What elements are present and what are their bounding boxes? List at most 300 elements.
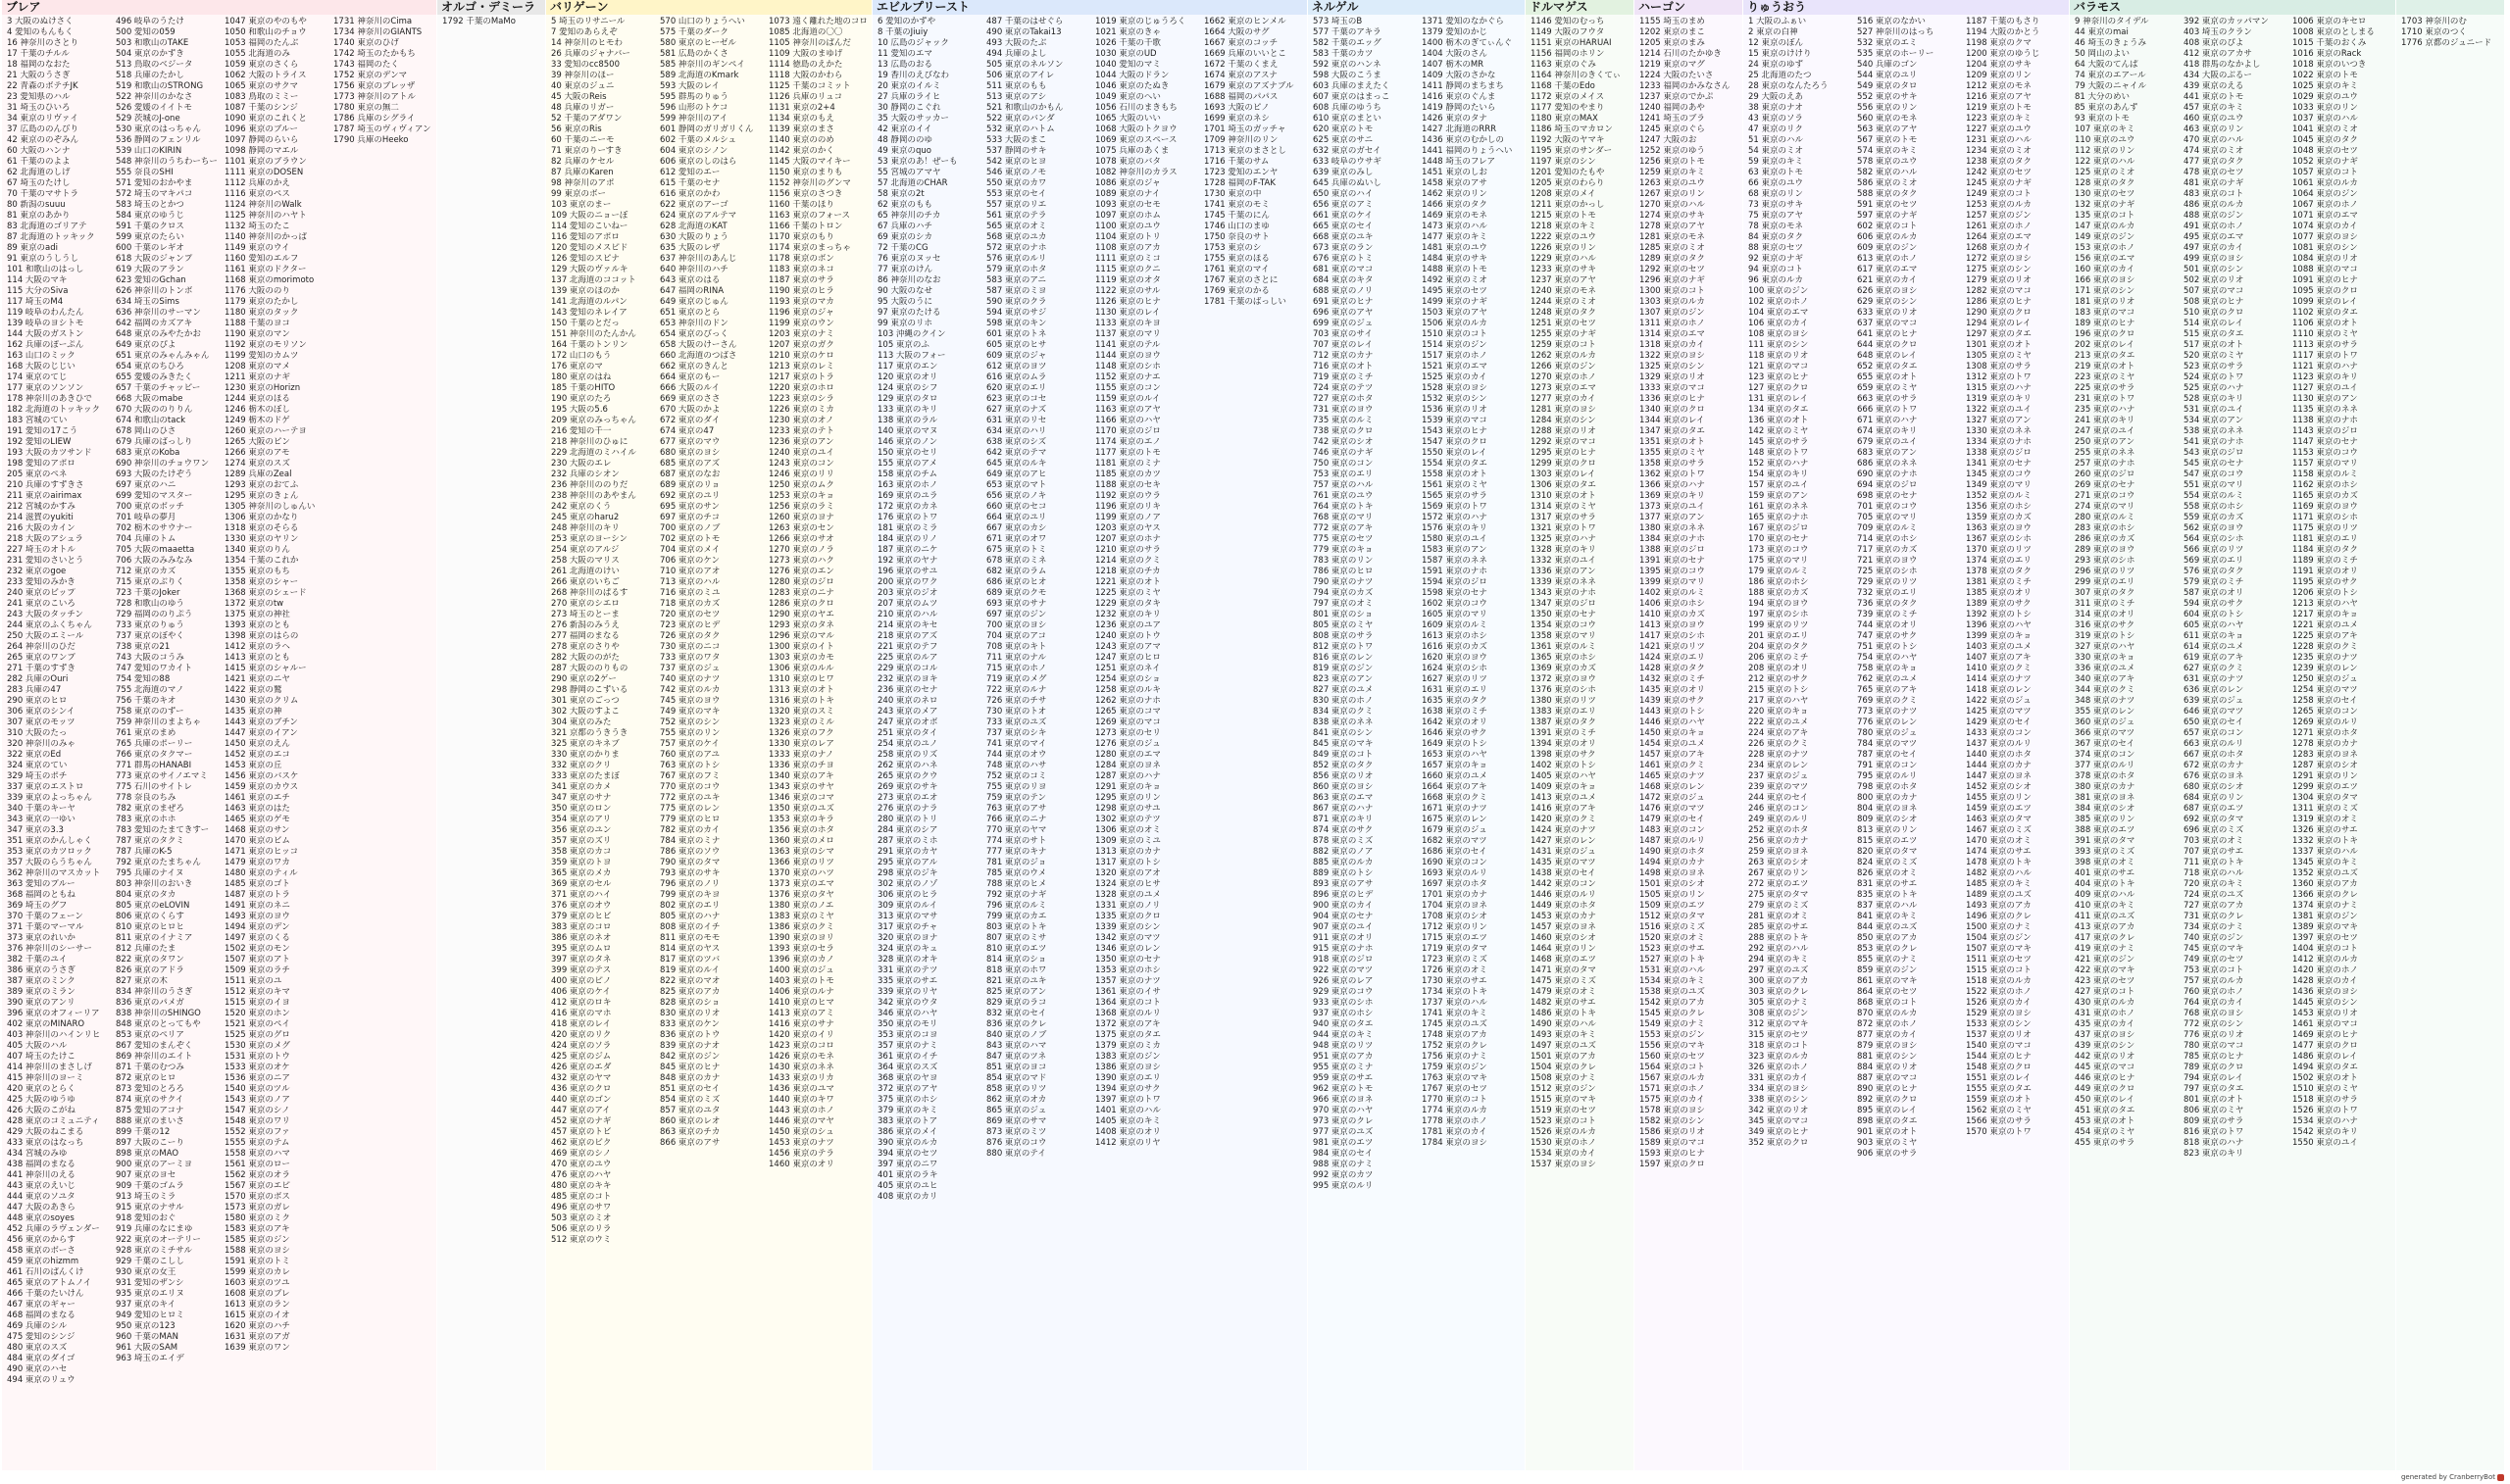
entry-item: 683 東京のKoba — [116, 448, 180, 458]
entry-item: 165 東京のナホ — [1748, 513, 1809, 522]
entry-item: 127 東京のクロ — [1748, 383, 1809, 393]
entry-item: 930 東京の女王 — [116, 1267, 176, 1277]
entry-item: 129 大阪のヴァルキ — [551, 265, 628, 274]
entry-item: 1312 東京のトワ — [1966, 372, 2032, 382]
entry-item: 1266 東京のサオ — [769, 534, 834, 544]
entry-item: 1538 東京のユズ — [1639, 987, 1705, 997]
entry-column — [1090, 17, 1198, 1149]
entry-item: 422 東京のマキ — [2075, 965, 2135, 975]
entry-item: 259 東京のヨネ — [1748, 847, 1809, 857]
entry-item: 179 東京のルミ — [1748, 567, 1809, 576]
entry-item: 877 東京のカイ — [1857, 1030, 1918, 1040]
entry-item: 897 大阪のこーり — [116, 1138, 184, 1148]
entry-item: 1730 東京のサエ — [1422, 976, 1487, 986]
entry-item: 1157 東京のマリ — [2292, 459, 2358, 469]
entry-item: 1030 東京のUD — [1095, 49, 1157, 59]
entry-item: 1246 東京のリリ — [769, 470, 834, 479]
entry-item: 261 北海道のけい — [551, 567, 620, 576]
group-body — [873, 15, 1307, 1470]
entry-item: 747 東京のサク — [1857, 631, 1918, 641]
entry-item: 285 東京のサエ — [1748, 922, 1809, 932]
entry-item: 663 東京のルリ — [2184, 739, 2244, 749]
entry-item: 219 東京のオト — [2075, 362, 2135, 371]
entry-item: 386 東京のネオ — [551, 933, 612, 943]
entry-item: 1415 東京のシャルー — [225, 664, 307, 673]
entry-item: 1224 大阪のたいさ — [1639, 71, 1714, 80]
entry-item: 1378 東京のタク — [1966, 567, 2032, 576]
entry-item: 1396 東京のハヤ — [1966, 620, 2032, 630]
entry-item: 558 東京のホシ — [2184, 502, 2244, 512]
entry-item: 1473 東京のハル — [1422, 222, 1487, 231]
entry-item: 1436 東京のむかしの — [1422, 135, 1504, 145]
entry-item: 828 東京のショ — [660, 998, 721, 1008]
entry-item: 290 東京のヒロ — [7, 696, 68, 706]
entry-item: 1118 大阪のかわら — [769, 71, 843, 80]
entry-item: 120 東京のオリ — [878, 372, 938, 382]
entry-item: 712 東京のカズ — [116, 567, 176, 576]
entry-item: 1086 東京のジャ — [1095, 178, 1161, 188]
entry-item: 670 大阪のかよ — [660, 405, 721, 415]
entry-item: 786 東京のソウ — [660, 847, 721, 857]
entry-item: 1199 愛知のカムツ — [225, 351, 299, 361]
entry-item: 619 大阪のアラン — [116, 265, 184, 274]
entry-item: 1152 神奈川のグンマ — [769, 178, 851, 188]
entry-item: 273 埼玉のとーま — [551, 610, 620, 619]
entry-item: 1264 東京のエマ — [1966, 232, 2032, 242]
entry-item: 1552 東京のファ — [225, 1127, 290, 1137]
entry-item: 1431 東京のジュ — [1531, 847, 1596, 857]
entry-item: 480 東京のスズ — [7, 1343, 68, 1353]
entry-item: 164 千葉のトンリン — [551, 340, 628, 350]
entry-item: 180 東京のはね — [551, 372, 612, 382]
entry-item: 1305 神奈川のしゅんい — [225, 502, 316, 512]
entry-item: 1554 東京のタエ — [1422, 459, 1487, 469]
entry-item: 1212 東京のモネ — [1966, 81, 2032, 91]
entry-item: 283 兵庫の47 — [7, 685, 62, 695]
entry-item: 371 東京のハイ — [551, 890, 612, 900]
entry-item: 1439 東京のサク — [1639, 696, 1705, 706]
entry-item: 1560 東京のセツ — [1639, 1052, 1705, 1062]
entry-item: 33 愛知のcc8500 — [551, 60, 620, 70]
group-title: バラモス — [2070, 0, 2395, 15]
entry-item: 154 東京のキリ — [1748, 470, 1809, 479]
entry-item: 373 東京のれいか — [7, 933, 75, 943]
entry-item: 1090 東京のこれくと — [225, 114, 307, 124]
entry-item: 361 東京のイチ — [878, 1052, 938, 1062]
entry-item: 1393 東京のセラ — [769, 944, 834, 954]
entry-item: 1160 千葉のほり — [769, 200, 834, 210]
entry-item: 1474 東京のサエ — [1966, 847, 2032, 857]
entry-item: 785 東京のヒナ — [2184, 1052, 2244, 1062]
entry-item: 1460 東京のオリ — [769, 1160, 834, 1169]
entry-item: 76 東京のヌッセ — [878, 254, 941, 264]
entry-item: 235 東京のハナ — [2075, 405, 2135, 415]
entry-item: 1319 東京のキリ — [1966, 394, 2032, 404]
entry-item: 581 広島のかくさ — [660, 49, 728, 59]
entry-item: 757 東京のルカ — [2184, 976, 2244, 986]
entry-item: 1518 東京のルカ — [1966, 976, 2032, 986]
entry-item: 1467 東京のミズ — [1966, 825, 2032, 835]
entry-item: 959 東京のサエ — [1313, 1073, 1374, 1083]
entry-item: 1366 東京のクレ — [2292, 890, 2358, 900]
entry-item: 1253 東京のルカ — [1966, 200, 2032, 210]
entry-item: 239 東京のマツ — [1748, 782, 1809, 792]
entry-item: 1553 東京のジン — [1639, 1030, 1705, 1040]
entry-item: 161 東京のネネ — [1748, 502, 1809, 512]
entry-item: 1100 東京のユウ — [1095, 222, 1161, 231]
entry-item: 949 愛知のヒロミ — [116, 1311, 184, 1320]
entry-item: 171 東京のシン — [2075, 286, 2135, 296]
entry-item: 651 東京のとら — [660, 308, 721, 318]
entry-item: 431 東京のホノ — [2075, 1009, 2135, 1018]
entry-item: 1333 東京のマコ — [1639, 383, 1705, 393]
entry-item: 10 広島のジャック — [878, 38, 949, 48]
entry-item: 641 東京のヒナ — [1857, 329, 1918, 339]
entry-item: 114 大阪のマキ — [7, 275, 68, 285]
entry-item: 616 東京のムラ — [986, 372, 1047, 382]
entry-item: 1583 東京のアン — [1422, 545, 1487, 555]
entry-item: 339 東京のリヤ — [878, 987, 938, 997]
entry-item: 1306 東京のタエ — [1531, 480, 1596, 490]
entry-item: 1265 東京のコン — [2292, 707, 2358, 717]
entry-item: 2 東京の白神 — [1748, 27, 1798, 37]
entry-item: 1322 東京のヨシ — [1639, 351, 1705, 361]
entry-item: 475 愛知のシンジ — [7, 1332, 75, 1342]
entry-item: 1294 東京のレイ — [1966, 319, 2032, 328]
group-5 — [1526, 0, 1633, 1470]
entry-item: 1108 東京のアカ — [1095, 243, 1161, 253]
entry-item: 1363 東京のヨウ — [1966, 523, 2032, 533]
entry-item: 796 東京のルミ — [986, 901, 1047, 911]
entry-item: 848 東京のとってもや — [116, 1019, 201, 1029]
entry-item: 187 東京のニケ — [878, 545, 938, 555]
entry-item: 1413 東京のとも — [225, 653, 290, 663]
entry-item: 1320 東京のアオ — [1095, 868, 1161, 878]
entry-item: 810 東京のヒロヒ — [116, 922, 184, 932]
entry-item: 1273 東京のセリ — [1095, 728, 1161, 738]
entry-item: 835 東京のトキ — [1857, 890, 1918, 900]
entry-item: 1531 東京のハル — [1639, 965, 1705, 975]
entry-item: 1255 東京のナギ — [1531, 329, 1596, 339]
entry-item: 1578 東京のヨシ — [1639, 1106, 1705, 1115]
entry-item: 184 東京のリノ — [878, 534, 938, 544]
entry-item: 858 東京のリツ — [986, 1084, 1047, 1094]
entry-item: 675 東京のトミ — [986, 545, 1047, 555]
entry-item: 1704 東京のヨネ — [1422, 901, 1487, 911]
entry-item: 381 東京のヨネ — [2075, 793, 2135, 803]
entry-item: 1275 東京のシン — [1966, 265, 2032, 274]
entry-item: 1475 東京のミズ — [1531, 976, 1596, 986]
entry-item: 456 東京のからす — [7, 1235, 75, 1245]
entry-item: 418 東京のレイ — [551, 1019, 612, 1029]
entry-item: 338 東京のシン — [1748, 1095, 1809, 1105]
entry-item: 1482 東京のサエ — [1531, 998, 1596, 1008]
entry-item: 744 東京のオリ — [1857, 620, 1918, 630]
entry-item: 724 東京のユズ — [2184, 890, 2244, 900]
entry-item: 1257 東京のジン — [1966, 211, 2032, 221]
entry-item: 1397 東京のセツ — [2292, 933, 2358, 943]
entry-item: 1016 東京のRack — [2292, 49, 2362, 59]
entry-item: 672 東京のカナ — [2184, 761, 2244, 770]
entry-item: 74 東京のエアール — [2075, 71, 2146, 80]
entry-item: 1265 東京のコマ — [1095, 707, 1161, 717]
entry-item: 766 東京のニナ — [986, 815, 1047, 824]
entry-item: 376 東京のオウ — [551, 901, 612, 911]
entry-item: 1603 東京のツユ — [225, 1278, 290, 1288]
entry-item: 995 東京のルリ — [1313, 1181, 1374, 1191]
entry-item: 1203 東京のヤス — [1095, 523, 1161, 533]
entry-item: 678 岡山のひさ — [116, 426, 176, 436]
entry-item: 1316 東京のトキ — [769, 696, 834, 706]
entry-item: 1191 東京のオリ — [2292, 567, 2358, 576]
entry-item: 1299 東京のエツ — [2292, 782, 2358, 792]
entry-item: 1484 東京のサキ — [1422, 254, 1487, 264]
entry-item: 112 東京のリン — [2075, 146, 2135, 156]
entry-item: 1069 東京のスペース — [1095, 135, 1178, 145]
entry-item: 1784 東京のヨシ — [1422, 1138, 1487, 1148]
entry-item: 660 東京のセコ — [986, 502, 1047, 512]
entry-item: 1547 東京のクロ — [1422, 437, 1487, 447]
entry-item: 1624 東京のシホ — [1422, 664, 1487, 673]
entry-item: 1381 東京のジン — [2292, 912, 2358, 921]
entry-item: 517 東京のオト — [2184, 340, 2244, 350]
entry-column — [1852, 17, 1960, 1160]
entry-item: 1238 東京のタク — [1966, 157, 2032, 167]
entry-item: 1295 東京のヒナ — [1531, 448, 1596, 458]
entry-item: 425 東京のジム — [551, 1052, 612, 1062]
entry-item: 541 東京のナホ — [2184, 437, 2244, 447]
entry-item: 276 東京のナラ — [878, 804, 938, 814]
entry-item: 1743 福岡のたく — [333, 60, 399, 70]
entry-item: 523 東京のサラ — [2184, 362, 2244, 371]
entry-item: 1106 東京のオト — [2292, 319, 2358, 328]
entry-item: 753 東京のコト — [2184, 965, 2244, 975]
entry-item: 352 東京のクロ — [1748, 1138, 1809, 1148]
entry-item: 822 東京のタワン — [116, 955, 184, 965]
entry-item: 1210 東京のケロ — [769, 351, 834, 361]
entry-item: 87 兵庫のKaren — [551, 168, 614, 177]
entry-item: 1413 東京のヨウ — [1639, 620, 1705, 630]
entry-column — [981, 17, 1089, 1160]
entry-item: 1567 東京のルカ — [1639, 1073, 1705, 1083]
entry-item: 1715 東京のエツ — [1422, 933, 1487, 943]
entry-item: 970 東京のハヤ — [1313, 1106, 1374, 1115]
entry-item: 772 東京のシン — [2184, 1019, 2244, 1029]
entry-item: 1123 東京のキリ — [2292, 372, 2358, 382]
entry-item: 86 神奈川のなお — [878, 275, 941, 285]
entry-item: 1248 東京のタク — [1531, 308, 1596, 318]
entry-item: 1165 東京のカズ — [2292, 491, 2358, 501]
entry-item: 306 東京のシンイ — [7, 707, 75, 717]
entry-item: 443 東京のえいじ — [7, 1181, 75, 1191]
entry-item: 1479 東京のワカ — [225, 858, 290, 867]
entry-item: 255 東京のネネ — [2075, 448, 2135, 458]
entry-item: 196 東京のサユ — [878, 567, 938, 576]
entry-item: 320 東京のヨナ — [878, 933, 938, 943]
entry-item: 1504 東京のクレ — [1531, 1063, 1596, 1072]
entry-item: 1427 北海道のRRR — [1422, 124, 1497, 134]
entry-item: 1635 東京のタク — [1422, 696, 1487, 706]
entry-item: 571 愛知のおかやま — [116, 178, 193, 188]
entry-item: 305 東京のナミ — [1748, 998, 1809, 1008]
entry-item: 1752 東京のデンマ — [333, 71, 408, 80]
entry-item: 795 東京のルリ — [1857, 771, 1918, 781]
entry-item: 286 東京のカズ — [2075, 534, 2135, 544]
entry-item: 773 東京のナツ — [1857, 707, 1918, 717]
entry-item: 1104 東京のトリ — [1095, 232, 1161, 242]
entry-item: 754 東京のハヤ — [1857, 653, 1918, 663]
entry-item: 428 東京のコミュニティ — [7, 1116, 100, 1126]
entry-item: 1170 東京のもり — [769, 232, 834, 242]
entry-item: 1411 静岡のまちまち — [1422, 81, 1504, 91]
entry-item: 1712 東京のリン — [1422, 922, 1487, 932]
entry-item: 640 神奈川のハチ — [660, 265, 728, 274]
entry-item: 1616 東京のカズ — [1422, 642, 1487, 652]
entry-item: 436 東京のクロ — [551, 1084, 612, 1094]
entry-item: 1393 東京のとも — [225, 620, 290, 630]
entry-item: 1274 東京のサキ — [1639, 211, 1705, 221]
entry-item: 170 東京のセナ — [1748, 534, 1809, 544]
entry-item: 973 東京のクレ — [1313, 1116, 1374, 1126]
entry-item: 1550 東京のレイ — [1422, 448, 1487, 458]
entry-item: 402 東京のMINARO — [7, 1019, 85, 1029]
entry-item: 679 東京のユイ — [1857, 437, 1918, 447]
entry-item: 806 東京のくらす — [116, 912, 184, 921]
entry-item: 1615 東京のイオ — [225, 1311, 290, 1320]
entry-item: 647 福岡のRINA — [660, 286, 725, 296]
entry-item: 729 東京のリツ — [1857, 577, 1918, 587]
entry-item: 699 愛知のマスター — [116, 491, 193, 501]
entry-item: 1498 東京のヨネ — [1639, 868, 1705, 878]
entry-item: 598 東京のキン — [986, 319, 1047, 328]
entry-item: 590 東京のクラ — [986, 297, 1047, 307]
entry-item: 890 東京のヒナ — [1857, 1084, 1918, 1094]
entry-item: 1091 東京のヒナ — [2292, 275, 2358, 285]
entry-item: 584 東京のゆうじ — [116, 211, 184, 221]
entry-item: 1211 東京のかっし — [1531, 200, 1605, 210]
entry-item: 374 東京のコン — [2075, 750, 2135, 760]
entry-item: 873 愛知のとろろ — [116, 1084, 184, 1094]
entry-item: 434 大阪のぶるー — [2184, 71, 2252, 80]
entry-item: 691 東京のヒナ — [1313, 297, 1374, 307]
entry-item: 680 東京のヨシ — [660, 448, 721, 458]
entry-item: 100 東京のジン — [1748, 286, 1809, 296]
entry-item: 926 東京のレア — [1313, 976, 1374, 986]
entry-item: 304 東京のみた — [551, 717, 612, 727]
entry-item: 379 東京のキミ — [878, 1106, 938, 1115]
entry-item: 631 東京のナツ — [2184, 674, 2244, 684]
entry-item: 1361 東京のイサ — [1095, 987, 1161, 997]
entry-item: 372 東京のアヤ — [878, 1084, 938, 1094]
entry-item: 101 和歌山のはっし — [7, 265, 84, 274]
entry-item: 827 東京のユメ — [1313, 685, 1374, 695]
entry-item: 1278 東京のカナ — [2292, 739, 2358, 749]
entry-item: 1177 東京のトモ — [1095, 448, 1161, 458]
entry-item: 48 兵庫のリガー — [551, 103, 615, 113]
entry-item: 548 神奈川のうちわーちー — [116, 157, 218, 167]
entry-item: 343 東京の一ゆい — [7, 815, 75, 824]
entry-item: 77 東京のけん — [878, 265, 933, 274]
entry-item: 801 東京のオト — [2184, 1095, 2244, 1105]
entry-item: 65 神奈川のチカ — [878, 211, 941, 221]
entry-item: 706 大阪のみみなみ — [116, 556, 193, 566]
entry-item: 834 神奈川のうさぎ — [116, 987, 193, 997]
entry-item: 307 東京のモッツ — [7, 717, 75, 727]
entry-item: 14 神奈川のヒモわ — [551, 38, 624, 48]
entry-item: 150 千葉のとだっ — [551, 319, 620, 328]
entry-item: 737 東京のシキ — [986, 728, 1047, 738]
entry-item: 1585 東京のジン — [225, 1235, 290, 1245]
entry-item: 597 東京のナギ — [1857, 211, 1918, 221]
entry-item: 1664 東京のアキ — [1422, 782, 1487, 792]
entry-item: 731 東京のクレ — [2184, 912, 2244, 921]
entry-item: 257 東京のナホ — [2075, 459, 2135, 469]
entry-item: 1307 東京のジン — [1639, 308, 1705, 318]
entry-item: 1675 東京のレン — [1422, 815, 1487, 824]
entry-item: 1370 東京のリツ — [1966, 545, 2032, 555]
entry-item: 583 埼玉のとかつ — [116, 200, 184, 210]
entry-item: 537 静岡のサキ — [986, 146, 1047, 156]
entry-item: 627 東京のクミ — [2184, 664, 2244, 673]
entry-item: 160 東京のカイ — [2075, 265, 2135, 274]
entry-item: 1249 栃木のドゲ — [225, 416, 290, 425]
entry-item: 243 東京のメア — [878, 707, 938, 717]
entry-item: 377 東京のルリ — [2075, 761, 2135, 770]
entry-item: 731 東京のヨウ — [1313, 405, 1374, 415]
entry-item: 67 埼玉のたけし — [7, 178, 71, 188]
entry-item: 1172 東京のメイス — [1531, 92, 1605, 102]
entry-item: 574 東京のキミ — [1857, 146, 1918, 156]
entry-item: 1261 東京のホノ — [1966, 222, 2032, 231]
entry-item: 1328 東京のユメ — [1095, 890, 1161, 900]
entry-item: 1416 東京のサナ — [769, 1019, 834, 1029]
entry-item: 610 東京のまとい — [1313, 114, 1381, 124]
entry-item: 26 兵庫のジャナバー — [551, 49, 630, 59]
entry-item: 1433 東京のコン — [1966, 728, 2032, 738]
entry-item: 52 千葉のアダワン — [551, 114, 623, 124]
entry-item: 721 東京のヨウ — [1857, 556, 1918, 566]
entry-item: 922 東京のオーテリー — [116, 1235, 201, 1245]
entry-item: 276 新潟のみうえ — [551, 620, 620, 630]
entry-item: 45 大阪のReis — [551, 92, 607, 102]
entry-item: 1508 東京のナミ — [1531, 1073, 1596, 1083]
entry-item: 759 東京のテン — [986, 793, 1047, 803]
entry-item: 1486 東京のトキ — [1531, 1009, 1596, 1018]
entry-item: 273 東京のエオ — [878, 793, 938, 803]
entry-item: 136 東京のオト — [1748, 416, 1809, 425]
entry-item: 183 宮城のてい — [7, 416, 68, 425]
entry-item: 866 東京のアサ — [660, 1138, 721, 1148]
entry-item: 1549 東京のナミ — [1639, 1019, 1705, 1029]
entry-item: 1270 東京のホノ — [1531, 372, 1596, 382]
entry-item: 312 東京のマキ — [1748, 1019, 1809, 1029]
entry-item: 1452 東京のエコ — [225, 750, 290, 760]
entry-item: 1246 栃木のぼし — [225, 405, 290, 415]
group-6 — [1634, 0, 1742, 1470]
entry-item: 1369 東京のキリ — [1639, 491, 1705, 501]
entry-item: 503 東京のミオ — [551, 1213, 612, 1223]
entry-item: 1267 東京のリン — [1639, 189, 1705, 199]
entry-item: 836 東京のトウ — [660, 1030, 721, 1040]
entry-item: 1425 東京のマツ — [1966, 707, 2032, 717]
entry-item: 521 和歌山のかもん — [986, 103, 1064, 113]
entry-item: 646 東京のマツ — [2184, 707, 2244, 717]
entry-item: 1198 東京のクマ — [1966, 38, 2032, 48]
entry-item: 1183 東京のネコ — [769, 265, 834, 274]
entry-item: 189 東京のヒナ — [2075, 319, 2135, 328]
entry-item: 1276 東京のジュ — [1095, 739, 1161, 749]
entry-item: 576 東京のタク — [2184, 567, 2244, 576]
